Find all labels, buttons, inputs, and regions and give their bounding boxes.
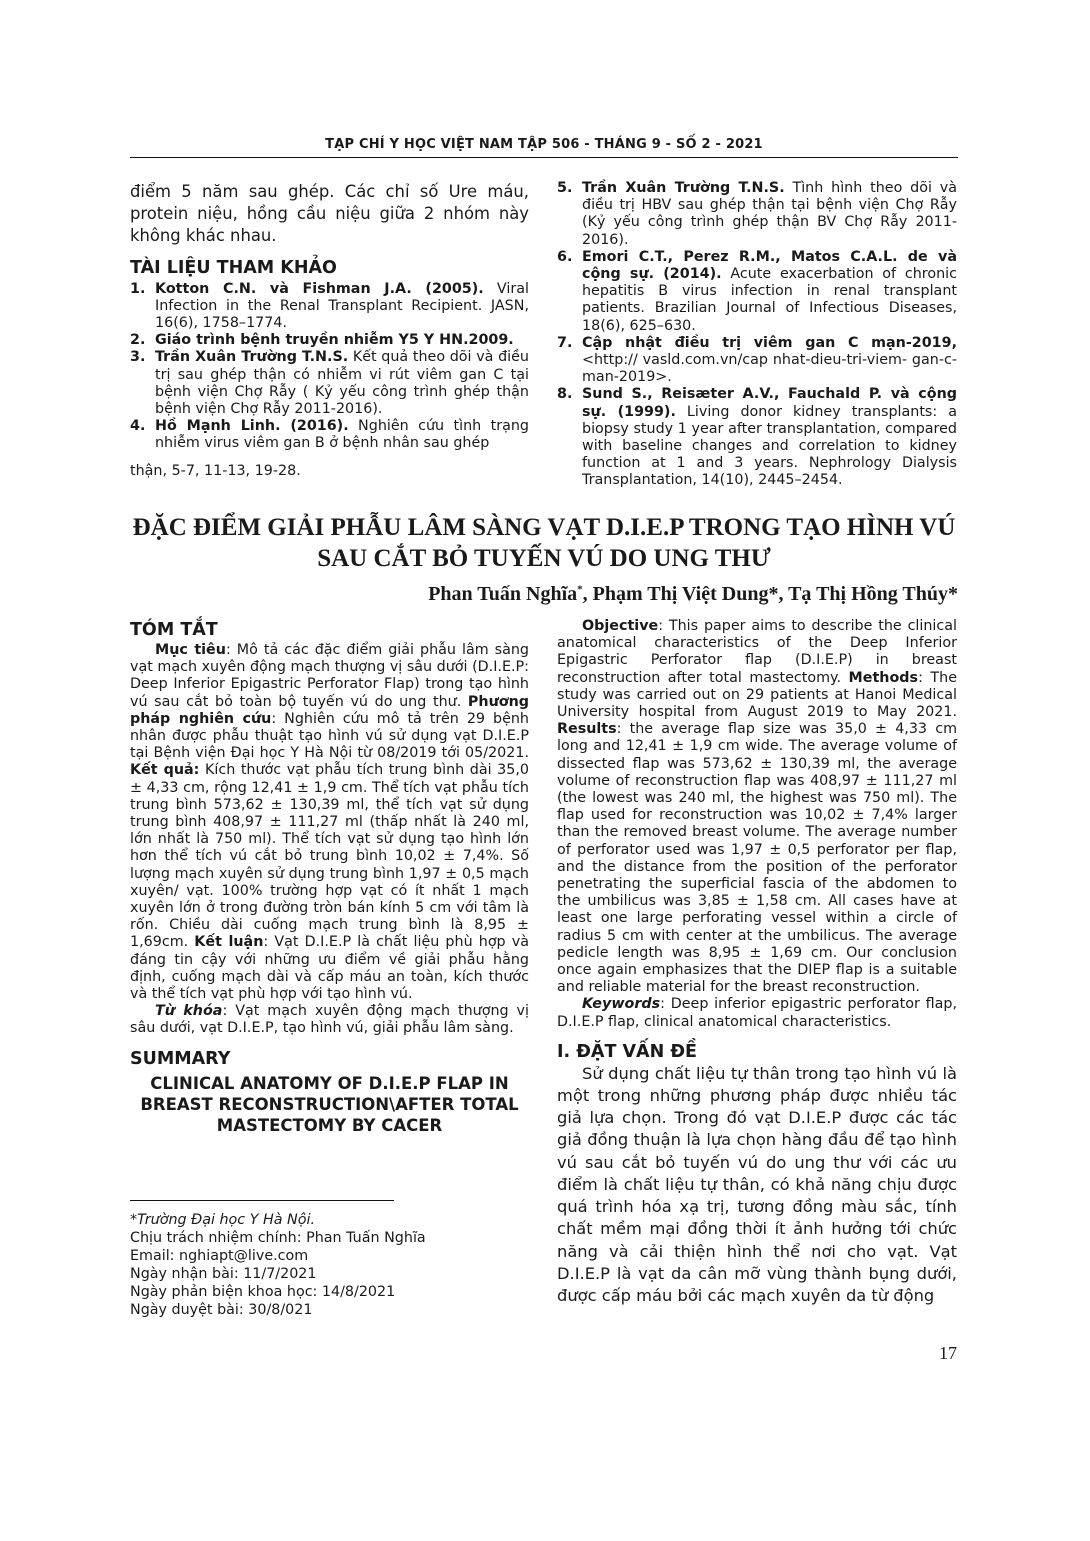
footnote-accepted: Ngày duyệt bài: 30/8/021	[130, 1302, 313, 1318]
abstract-vn-heading: TÓM TẮT	[130, 620, 218, 640]
footnote-reviewed: Ngày phản biện khoa học: 14/8/2021	[130, 1284, 396, 1300]
abstract-vn-keywords: Từ khóa: Vạt mạch xuyên động mạch thượng vị sâu dưới, vạt D.I.E.P, tạo hình vú, giải phẫu lâm sàng.	[130, 1003, 529, 1037]
footnote-corresponding: Chịu trách nhiệm chính: Phan Tuấn Nghĩa	[130, 1230, 426, 1246]
summary-title: CLINICAL ANATOMY OF D.I.E.P FLAP IN BREAST RECONSTRUCTION\AFTER TOTAL MASTECTOMY BY CACER	[140, 1073, 519, 1135]
article-title-line-1: ĐẶC ĐIỂM GIẢI PHẪU LÂM SÀNG VẠT D.I.E.P TRONG TẠO HÌNH VÚ	[132, 514, 956, 541]
abstract-en-text: Objective: This paper aims to describe the clinical anatomical characteristics of the Deep Inferior Epigastric Perforator flap (D.I.E.P) in breast reconstruction after total mastectomy. Methods: The study was carried out on 29 patients at Hanoi Medical University hospital from August 2019 to May 2021. Results: the average flap size was 35,0 ± 4,33 cm long and 12,41 ± 1,9 cm wide. The average volume of dissected flap was 573,62 ± 130,39 ml, the average volume of reconstruction flap was 408,97 ± 111,27 ml (the lowest was 240 ml, the highest was 750 ml). The flap used for reconstruction was 10,02 ± 7,4% larger than the removed breast volume. The average number of perforator used was 1,97 ± 0,5 perforator per flap, and the distance from the position of the perforator penetrating the superficial fascia of the abdomen to the umbilicus was 3,85 ± 1,58 cm. All cases have at least one large perforating vessel within a circle of radius 5 cm with center at the umbilicus. The average pedicle length was 8,95 ± 1,69 cm. Our conclusion once again emphasizes that the DIEP flap is a suitable and reliable material for the breast reconstruction.	[557, 618, 957, 996]
references-heading: TÀI LIỆU THAM KHẢO	[130, 258, 337, 278]
footnote-rule	[130, 1200, 394, 1201]
article-title	[130, 512, 958, 574]
abstract-vn-text: Mục tiêu: Mô tả các đặc điểm giải phẫu lâm sàng vạt mạch xuyên động mạch thượng vị sâu dưới (D.I.E.P: Deep Inferior Epigastric Perforator Flap) trong tạo hình vú sau cắt bỏ toàn bộ tuyến vú do ung thư. Phương pháp nghiên cứu: Nghiên cứu mô tả trên 29 bệnh nhân được phẫu thuật tạo hình vú sử dụng vạt D.I.E.P tại Bệnh viện Đại học Y Hà Nội từ 08/2019 tới 05/2021. Kết quả: Kích thước vạt phẫu tích trung bình dài 35,0 ± 4,33 cm, rộng 12,41 ± 1,9 cm. Thể tích vạt phẫu tích trung bình 573,62 ± 130,39 ml, thể tích vạt sử dụng trung bình 408,97 ± 111,27 ml (thấp nhất là 240 ml, lớn nhất là 750 ml). Thể tích vạt sử dụng tạo hình lớn hơn thể tích vú cắt bỏ trung bình 10,02 ± 7,4%. Số lượng mạch xuyên sử dụng trung bình 1,97 ± 0,5 mạch xuyên/ vạt. 100% trường hợp vạt có ít nhất 1 mạch xuyên lớn ở trong đường tròn bán kính 5 cm với tâm là rốn. Chiều dài cuống mạch trung bình là 8,95 ± 1,69cm. Kết luận: Vạt D.I.E.P là chất liệu phù hợp và đáng tin cậy với những ưu điểm về giải phẫu hằng định, cuống mạch dài và cấp máu an toàn, kích thước và thể tích vạt phù hợp với tạo hình vú.	[130, 642, 529, 1003]
footnote-received: Ngày nhận bài: 11/7/2021	[130, 1266, 317, 1282]
reference-item: 2. Giáo trình bệnh truyền nhiễm Y5 Y HN.2009.	[130, 332, 514, 349]
references-list-right	[557, 180, 957, 490]
page-number: 17	[939, 1343, 957, 1363]
footnote	[130, 1211, 529, 1319]
reference-item: 5. Trần Xuân Trường T.N.S. Tình hình theo dõi và điều trị HBV sau ghép thận tại bệnh viện Chợ Rẫy (Kỷ yếu công trình ghép thận BV Chợ Rẫy 2011-2016).	[557, 180, 957, 248]
author-primary-mark: *	[577, 583, 583, 596]
section-1-text: Sử dụng chất liệu tự thân trong tạo hình vú là một trong những phương pháp được nhiều tác giả lựa chọn. Trong đó vạt D.I.E.P được các tác giả đồng thuận là lựa chọn hàng đầu để tạo hình vú sau cắt bỏ tuyến vú do ung thư với các ưu điểm là chất liệu tự thân, có khả năng chịu được quá trình hóa xạ trị, tương đồng màu sắc, tính chất mềm mại đồng thời ít ảnh hưởng tới chức năng và cải thiện hình thể nơi cho vạt. Vạt D.I.E.P là vạt da cân mỡ vùng thành bụng dưới, được cấp máu bởi các mạch xuyên da từ động	[557, 1063, 957, 1305]
author-others: , Phạm Thị Việt Dung*, Tạ Thị Hồng Thúy*	[582, 583, 958, 605]
section-1-heading: I. ĐẶT VẤN ĐỀ	[557, 1041, 697, 1062]
reference-4-continuation: thận, 5-7, 11-13, 19-28.	[130, 463, 301, 479]
abstract-vn-column	[130, 620, 529, 1136]
footnote-email: Email: nghiapt@live.com	[130, 1248, 309, 1264]
reference-item: 1. Kotton C.N. và Fishman J.A. (2005). Viral Infection in the Renal Transplant Recipient. JASN, 16(6), 1758–1774.	[130, 280, 529, 331]
reference-item: 8. Sund S., Reisæter A.V., Fauchald P. và cộng sự. (1999). Living donor kidney transplants: a biopsy study 1 year after transplantation, compared with baseline changes and correlation to kidney function at 1 and 3 years. Nephrology Dialysis Transplantation, 14(10), 2445–2454.	[557, 386, 958, 489]
header-rule	[130, 157, 958, 158]
reference-item: 7. Cập nhật điều trị viêm gan C mạn-2019, <http:// vasld.com.vn/cap nhat-dieu-tri-viem- gan-c-man-2019>.	[557, 334, 957, 386]
reference-item: 6. Emori C.T., Perez R.M., Matos C.A.L. de và cộng sự. (2014). Acute exacerbation of chronic hepatitis B virus infection in renal transplant patients. Brazilian Journal of Infectious Diseases, 18(6), 625–630.	[557, 248, 957, 334]
summary-heading: SUMMARY	[130, 1048, 231, 1069]
abstract-en-keywords: Keywords: Deep inferior epigastric perforator flap, D.I.E.P flap, clinical anatomical characteristics.	[557, 996, 957, 1030]
prev-left-column	[130, 181, 529, 453]
reference-item: 4. Hồ Mạnh Linh. (2016). Nghiên cứu tình trạng nhiễm virus viêm gan B ở bệnh nhân sau ghép	[130, 418, 529, 452]
footnote-affiliation: *Trường Đại học Y Hà Nội.	[130, 1212, 316, 1228]
article-title-line-2: SAU CẮT BỎ TUYẾN VÚ DO UNG THƯ	[317, 545, 771, 572]
reference-item: 3. Trần Xuân Trường T.N.S. Kết quả theo dõi và điều trị sau ghép thận có nhiễm vi rút viêm gan C tại bệnh viện Chợ Rẫy ( Kỷ yếu công trình ghép thận bệnh viện Chợ Rẫy 2011-2016).	[130, 349, 529, 418]
references-list-left	[130, 281, 529, 453]
prev-closing-paragraph: điểm 5 năm sau ghép. Các chỉ số Ure máu, protein niệu, hồng cầu niệu giữa 2 nhóm này không khác nhau.	[130, 182, 529, 245]
author-line	[428, 583, 958, 606]
author-primary: Phan Tuấn Nghĩa	[428, 583, 578, 605]
abstract-en-column	[557, 618, 957, 1307]
running-head: TẠP CHÍ Y HỌC VIỆT NAM TẬP 506 - THÁNG 9 - SỐ 2 - 2021	[325, 137, 763, 152]
